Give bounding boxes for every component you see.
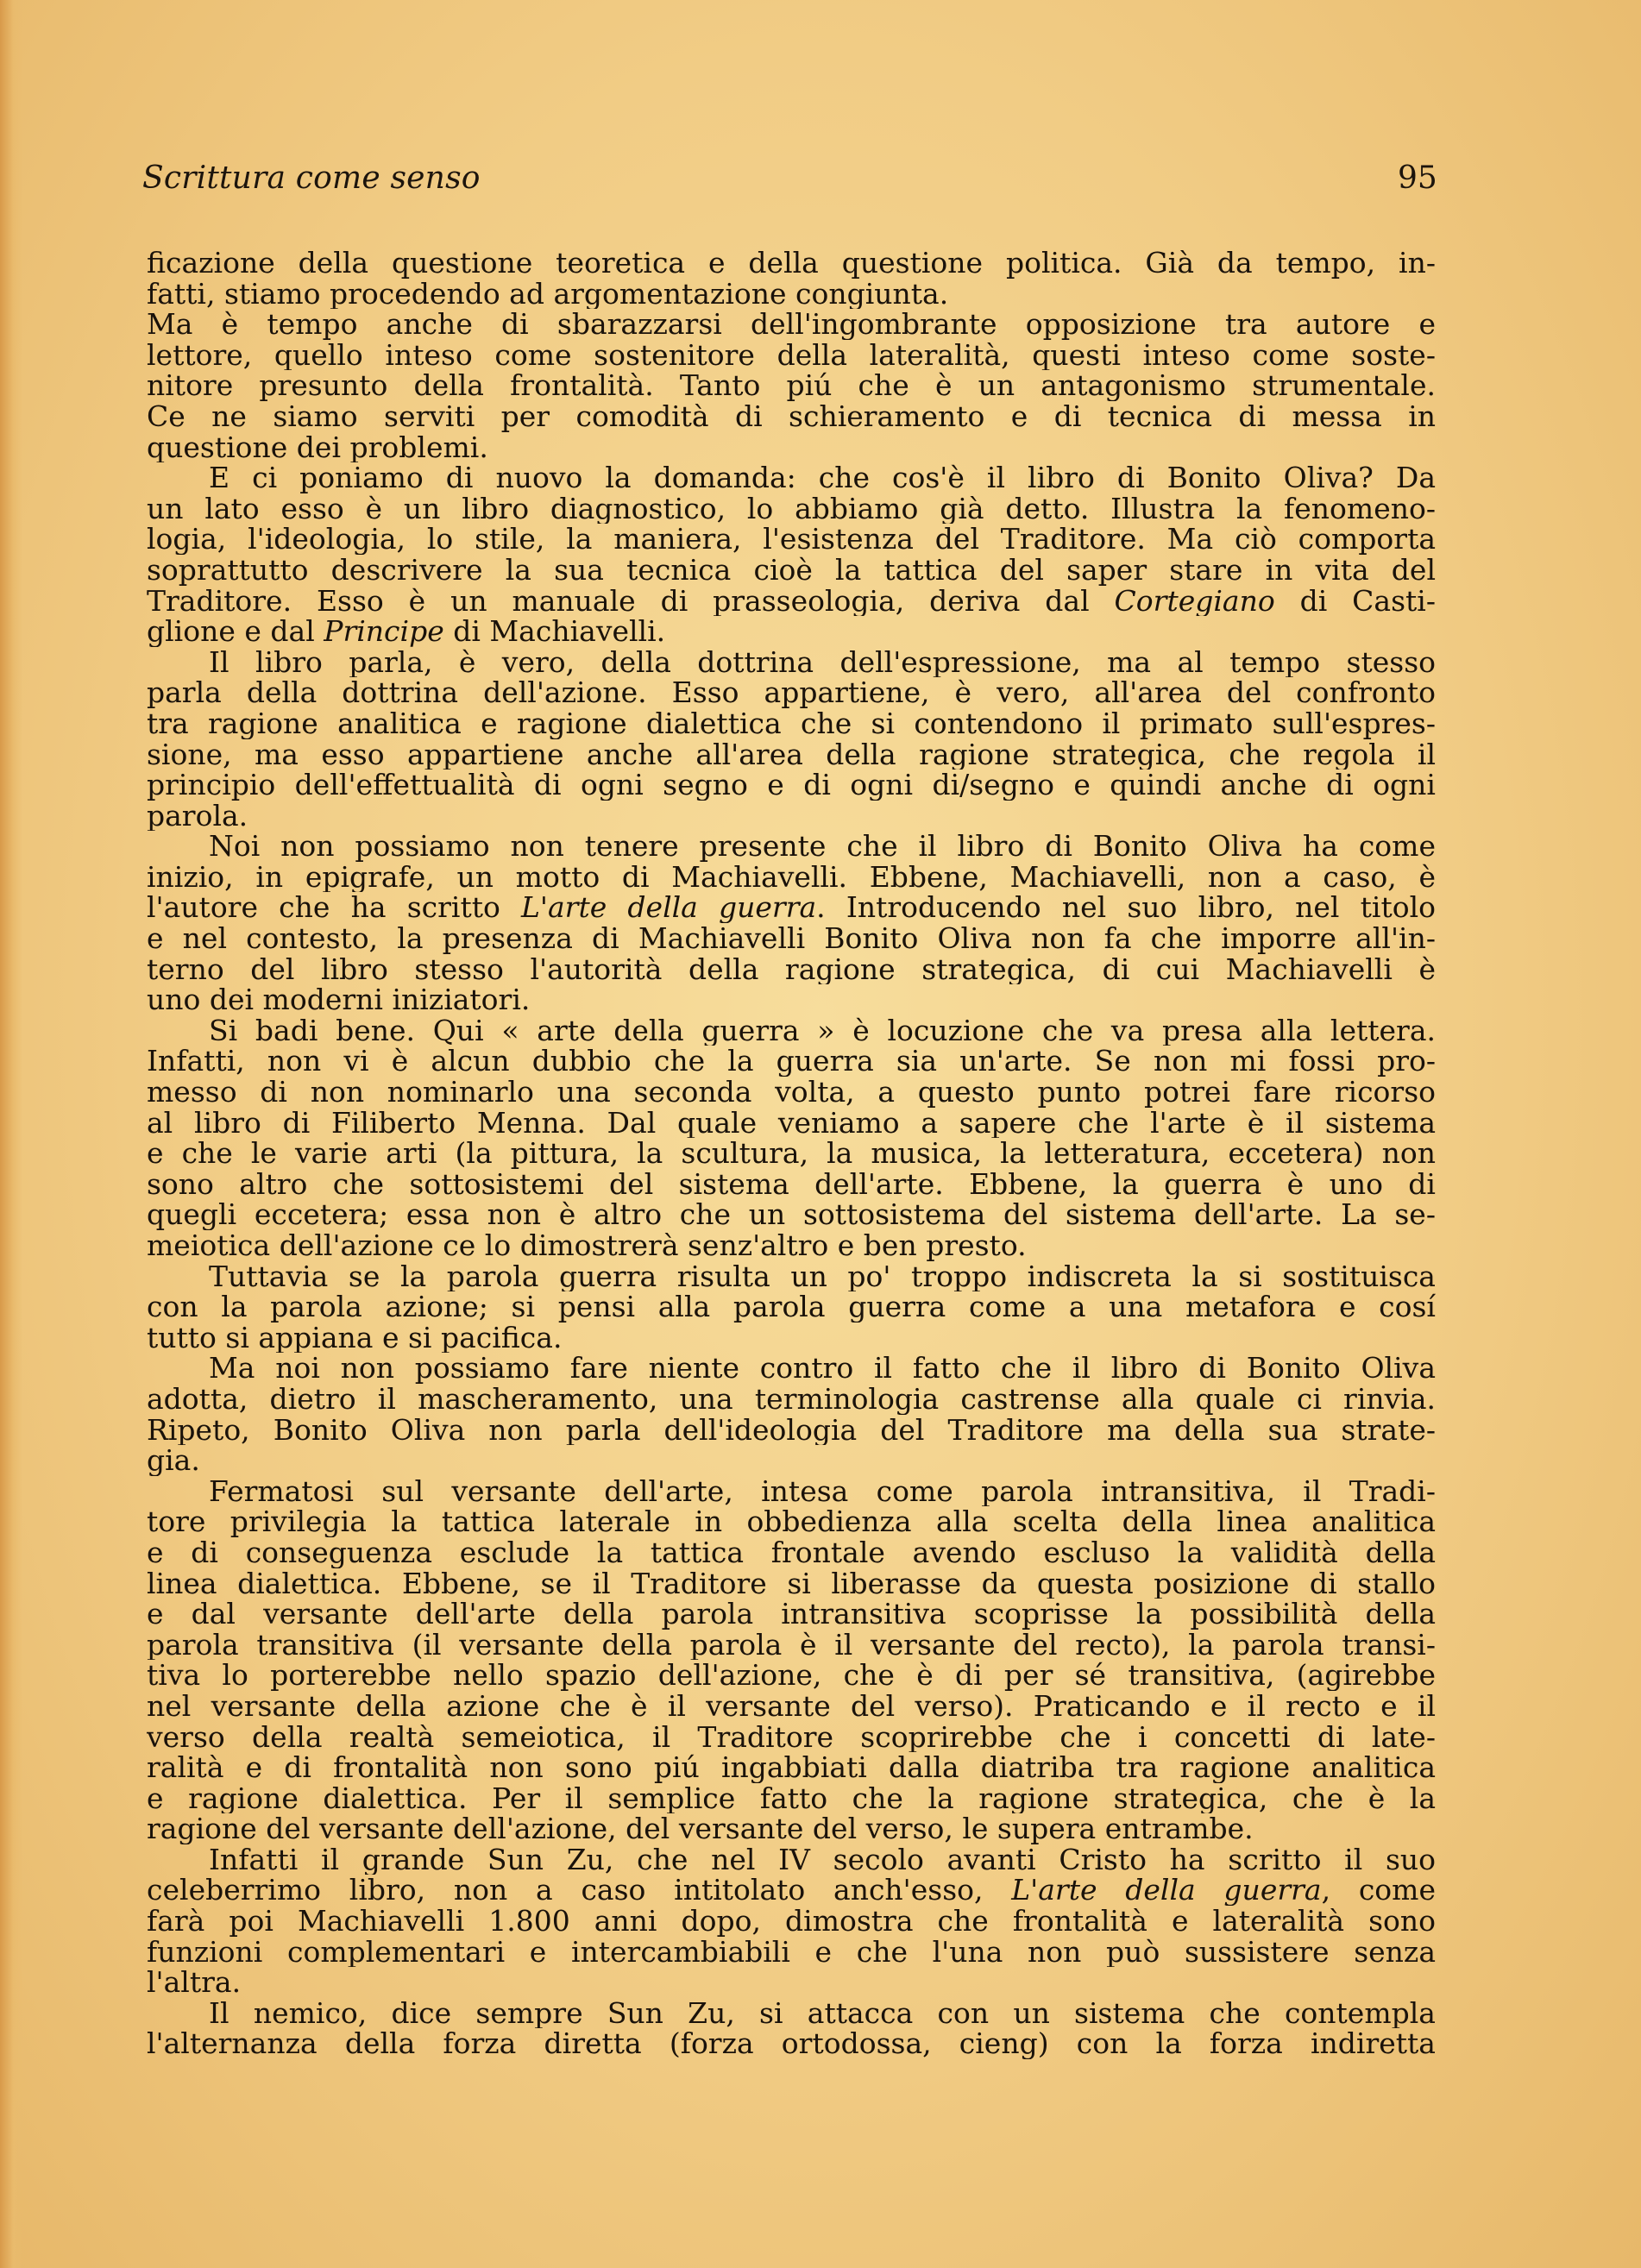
text-line: terno del libro stesso l'autorità della ragione strategica, di cui Machiavelli è bbox=[147, 953, 1436, 985]
text-line: con la parola azione; si pensi alla parola guerra come a una metafora e cosí bbox=[147, 1291, 1436, 1322]
text-line: meiotica dell'azione ce lo dimostrerà senz'altro e ben presto. bbox=[147, 1230, 1027, 1261]
text-line: sione, ma esso appartiene anche all'area della ragione strategica, che regola il bbox=[147, 738, 1436, 770]
page-number: 95 bbox=[1398, 160, 1437, 196]
text-line: Il nemico, dice sempre Sun Zu, si attacca con un sistema che contempla bbox=[209, 1997, 1436, 2029]
text-line: inizio, in epigrafe, un motto di Machiavelli. Ebbene, Machiavelli, non a caso, è bbox=[147, 861, 1436, 893]
page-binding-edge bbox=[0, 0, 22, 2268]
text-line: tra ragione analitica e ragione dialettica che si contendono il primato sull'espres- bbox=[147, 707, 1436, 739]
text-line: tiva lo porterebbe nello spazio dell'azione, che è di per sé transitiva, (agirebbe bbox=[147, 1660, 1436, 1691]
text-line: farà poi Machiavelli 1.800 anni dopo, dimostra che frontalità e lateralità sono bbox=[147, 1906, 1436, 1937]
text-line: quegli eccetera; essa non è altro che un sottosistema del sistema dell'arte. La se- bbox=[147, 1199, 1436, 1230]
text-line: Fermatosi sul versante dell'arte, intesa come parola intransitiva, il Tradi- bbox=[209, 1475, 1436, 1507]
text-line: ralità e di frontalità non sono piú ingabbiati dalla diatriba tra ragione analitica bbox=[147, 1752, 1436, 1783]
text-line: l'alternanza della forza diretta (forza ortodossa, cieng) con la forza indiretta bbox=[147, 2028, 1436, 2060]
text-line: tutto si appiana e si pacifica. bbox=[147, 1322, 563, 1354]
text-line: celeberrimo libro, non a caso intitolato anch'esso, L'arte della guerra, come bbox=[147, 1875, 1436, 1907]
text-line: Ce ne siamo serviti per comodità di schieramento e di tecnica di messa in bbox=[147, 400, 1436, 432]
text-line: uno dei moderni iniziatori. bbox=[147, 984, 531, 1015]
text-line: logia, l'ideologia, lo stile, la maniera, l'esistenza del Traditore. Ma ciò comporta bbox=[147, 524, 1436, 555]
text-line: e che le varie arti (la pittura, la scultura, la musica, la letteratura, eccetera) non bbox=[147, 1138, 1436, 1169]
text-line: Traditore. Esso è un manuale di prasseologia, deriva dal Cortegiano di Casti- bbox=[147, 585, 1436, 617]
text-line: al libro di Filiberto Menna. Dal quale veniamo a sapere che l'arte è il sistema bbox=[147, 1107, 1436, 1139]
text-line: adotta, dietro il mascheramento, una terminologia castrense alla quale ci rinvia. bbox=[147, 1383, 1436, 1415]
text-line: e di conseguenza esclude la tattica frontale avendo escluso la validità della bbox=[147, 1536, 1436, 1568]
text-line: Tuttavia se la parola guerra risulta un po' troppo indiscreta la si sostituisca bbox=[209, 1260, 1436, 1292]
text-line: Ripeto, Bonito Oliva non parla dell'ideologia del Traditore ma della sua strate- bbox=[147, 1414, 1436, 1446]
text-line: Ma è tempo anche di sbarazzarsi dell'ingombrante opposizione tra autore e bbox=[147, 309, 1436, 340]
body-text bbox=[147, 248, 1436, 2059]
text-line: parola. bbox=[147, 800, 248, 832]
italic-title: L'arte della guerra bbox=[1011, 1875, 1322, 1907]
text-line: nitore presunto della frontalità. Tanto piú che è un antagonismo strumentale. bbox=[147, 370, 1436, 401]
text-line: tore privilegia la tattica laterale in obbedienza alla scelta della linea analitica bbox=[147, 1506, 1436, 1537]
text-line: soprattutto descrivere la sua tecnica cioè la tattica del saper stare in vita del bbox=[147, 554, 1436, 586]
text-line: parla della dottrina dell'azione. Esso appartiene, è vero, all'area del confronto bbox=[147, 677, 1436, 708]
text-line: Ma noi non possiamo fare niente contro il fatto che il libro di Bonito Oliva bbox=[209, 1353, 1436, 1384]
text-line: fatti, stiamo procedendo ad argomentazione congiunta. bbox=[147, 278, 949, 310]
text-line: verso della realtà semeiotica, il Traditore scoprirebbe che i concetti di late- bbox=[147, 1721, 1436, 1753]
italic-title: Cortegiano bbox=[1114, 585, 1275, 617]
text-line: glione e dal Principe di Machiavelli. bbox=[147, 616, 666, 647]
text-line: ficazione della questione teoretica e della questione politica. Già da tempo, in- bbox=[147, 248, 1436, 279]
text-line: sono altro che sottosistemi del sistema dell'arte. Ebbene, la guerra è uno di bbox=[147, 1168, 1436, 1200]
text-line: l'altra. bbox=[147, 1967, 242, 1998]
text-line: lettore, quello inteso come sostenitore della lateralità, questi inteso come soste- bbox=[147, 339, 1436, 371]
text-line: Si badi bene. Qui « arte della guerra » è locuzione che va presa alla lettera. bbox=[209, 1015, 1436, 1046]
text-line: e ragione dialettica. Per il semplice fatto che la ragione strategica, che è la bbox=[147, 1782, 1436, 1814]
text-line: Il libro parla, è vero, della dottrina dell'espressione, ma al tempo stesso bbox=[209, 646, 1436, 678]
text-line: gia. bbox=[147, 1445, 200, 1476]
text-line: E ci poniamo di nuovo la domanda: che cos'è il libro di Bonito Oliva? Da bbox=[209, 462, 1436, 493]
text-line: Infatti il grande Sun Zu, che nel IV secolo avanti Cristo ha scritto il suo bbox=[209, 1844, 1436, 1875]
text-line: e dal versante dell'arte della parola intransitiva scoprisse la possibilità della bbox=[147, 1599, 1436, 1630]
text-line: principio dell'effettualità di ogni segno e di ogni di/segno e quindi anche di ogni bbox=[147, 770, 1436, 801]
running-title: Scrittura come senso bbox=[142, 160, 481, 196]
italic-title: L'arte della guerra bbox=[521, 892, 817, 924]
text-line: funzioni complementari e intercambiabili e che l'una non può sussistere senza bbox=[147, 1936, 1436, 1968]
text-line: messo di non nominarlo una seconda volta, a questo punto potrei fare ricorso bbox=[147, 1077, 1436, 1108]
text-line: e nel contesto, la presenza di Machiavelli Bonito Oliva non fa che imporre all'in- bbox=[147, 923, 1436, 954]
text-line: parola transitiva (il versante della parola è il versante del recto), la parola transi- bbox=[147, 1629, 1436, 1661]
text-line: questione dei problemi. bbox=[147, 431, 488, 463]
text-line: Infatti, non vi è alcun dubbio che la guerra sia un'arte. Se non mi fossi pro- bbox=[147, 1046, 1436, 1077]
text-line: ragione del versante dell'azione, del versante del verso, le supera entrambe. bbox=[147, 1813, 1254, 1844]
text-line: linea dialettica. Ebbene, se il Traditore si liberasse da questa posizione di stallo bbox=[147, 1567, 1436, 1599]
text-line: un lato esso è un libro diagnostico, lo abbiamo già detto. Illustra la fenomeno- bbox=[147, 493, 1436, 525]
text-line: nel versante della azione che è il versante del verso). Praticando e il recto e il bbox=[147, 1690, 1436, 1722]
text-line: Noi non possiamo non tenere presente che il libro di Bonito Oliva ha come bbox=[209, 831, 1436, 862]
italic-title: Principe bbox=[324, 616, 444, 647]
text-line: l'autore che ha scritto L'arte della guerra. Introducendo nel suo libro, nel titolo bbox=[147, 892, 1436, 924]
